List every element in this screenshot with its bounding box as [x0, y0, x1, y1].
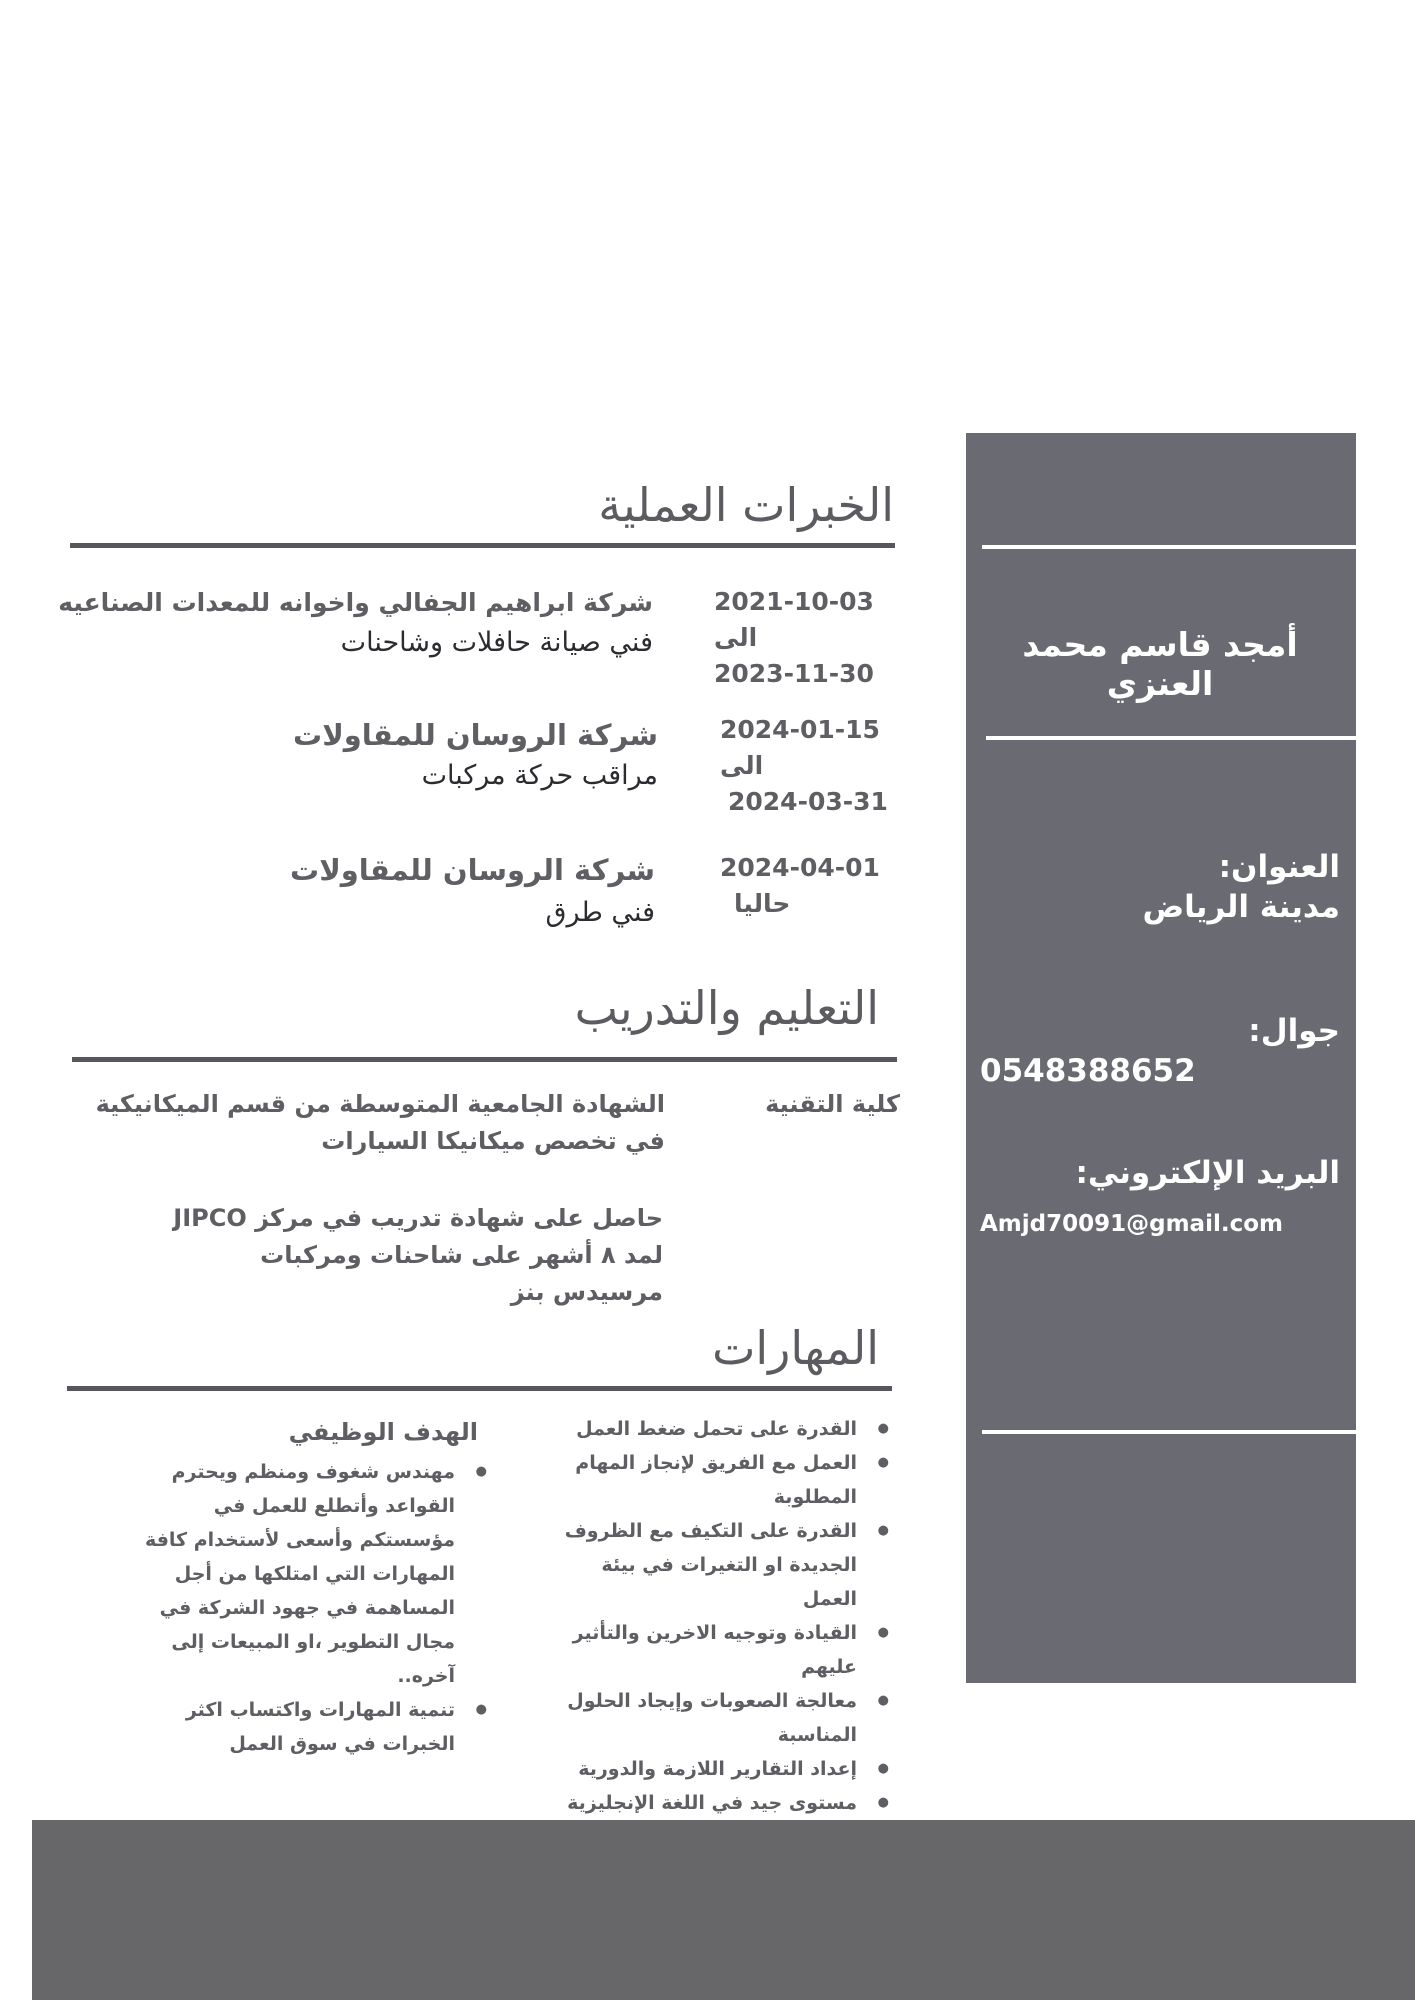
- sidebar-divider-top: [982, 545, 1356, 549]
- job-dates: [720, 850, 890, 922]
- sidebar-divider-bottom: [982, 1430, 1356, 1434]
- job-role: فني صيانة حافلات وشاحنات: [340, 627, 653, 658]
- job-company: شركة ابراهيم الجفالي واخوانه للمعدات الصناعيه: [58, 588, 653, 617]
- job-role: مراقب حركة مركبات: [421, 760, 658, 791]
- objective-item: ● مهندس شغوف ومنظم ويحترم القواعد وأتطلع للعمل في مؤسستكم وأسعى لأستخدام كافة المهارات التي امتلكها من أجل المساهمة في جهود الشركة في مجال التطوير ،او المبيعات إلى آخره..: [132, 1455, 487, 1693]
- phone-value: 0548388652: [980, 1053, 1196, 1089]
- sidebar-divider-middle: [986, 736, 1356, 740]
- skills-rule: [67, 1386, 892, 1391]
- objective-heading: الهدف الوظيفي: [288, 1418, 478, 1446]
- skill-item: ● معالجة الصعوبات وإيجاد الحلول المناسبة: [549, 1684, 889, 1752]
- job-role: فني طرق: [545, 897, 655, 928]
- training-line: مرسيدس بنز: [510, 1278, 663, 1306]
- objective-list: [132, 1455, 487, 1761]
- education-rule: [72, 1057, 897, 1062]
- experience-rule: [70, 543, 895, 548]
- job-entry: [58, 714, 658, 796]
- degree-line: في تخصص ميكانيكا السيارات: [321, 1127, 665, 1155]
- job-date-separator: الى: [714, 623, 758, 652]
- job-date-separator: حاليا: [734, 889, 791, 918]
- skill-item: ● القدرة على تحمل ضغط العمل: [549, 1412, 889, 1446]
- job-company: شركة الروسان للمقاولات: [290, 853, 655, 887]
- job-date-from: 2024-01-15: [720, 715, 880, 744]
- training-line: حاصل على شهادة تدريب في مركز JIPCO: [173, 1204, 663, 1232]
- skill-item: ● القيادة وتوجيه الاخرين والتأثير عليهم: [549, 1616, 889, 1684]
- skills-heading: المهارات: [712, 1321, 879, 1375]
- job-date-from: 2021-10-03: [714, 587, 874, 616]
- skill-item: ● العمل مع الفريق لإنجاز المهام المطلوبة: [549, 1446, 889, 1514]
- job-date-to: 2023-11-30: [714, 659, 874, 688]
- skill-item: ● القدرة على التكيف مع الظروف الجديدة او التغيرات في بيئة العمل: [549, 1514, 889, 1616]
- job-entry: [55, 849, 655, 935]
- objective-item: ● تنمية المهارات واكتساب اكثر الخبرات في سوق العمل: [132, 1693, 487, 1761]
- education-heading: التعليم والتدريب: [574, 981, 879, 1035]
- footer-band: [32, 1820, 1415, 2000]
- address-value: مدينة الرياض: [1142, 889, 1340, 925]
- phone-label: جوال:: [1248, 1013, 1340, 1049]
- job-date-separator: الى: [720, 751, 764, 780]
- education-degree: [25, 1086, 665, 1160]
- job-dates: [714, 584, 884, 692]
- education-institution: كلية التقنية: [765, 1090, 900, 1118]
- degree-line: الشهادة الجامعية المتوسطة من قسم الميكانيكية: [95, 1090, 665, 1118]
- job-company: شركة الروسان للمقاولات: [293, 718, 658, 752]
- address-label: العنوان:: [1218, 849, 1340, 885]
- training-certificate: [23, 1200, 663, 1311]
- skill-item: ● مستوى جيد في اللغة الإنجليزية: [549, 1786, 889, 1820]
- email-value: Amjd70091@gmail.com: [980, 1211, 1283, 1237]
- contact-sidebar: [966, 433, 1356, 1683]
- experience-heading: الخبرات العملية: [598, 478, 894, 532]
- job-date-to: 2024-03-31: [728, 787, 888, 816]
- job-dates: [720, 712, 890, 820]
- training-line: لمد ٨ أشهر على شاحنات ومركبات: [260, 1241, 663, 1269]
- skills-list: [549, 1412, 889, 1820]
- skill-item: ● إعداد التقارير اللازمة والدورية: [549, 1752, 889, 1786]
- job-date-from: 2024-04-01: [720, 853, 880, 882]
- job-entry: [13, 584, 653, 664]
- candidate-name: أمجد قاسم محمد العنزي: [1022, 625, 1298, 703]
- email-label: البريد الإلكتروني:: [1075, 1155, 1340, 1191]
